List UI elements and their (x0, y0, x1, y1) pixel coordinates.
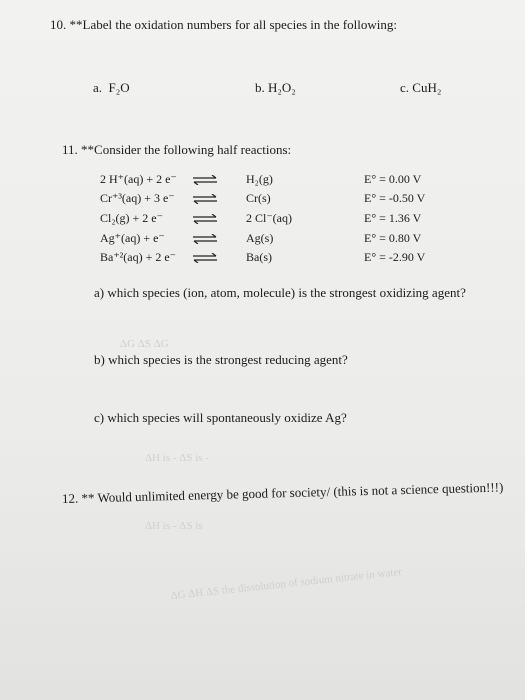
reaction-right: H₂(g) (246, 172, 273, 186)
formula: CuH₂ (412, 80, 442, 95)
part-text: which species (ion, atom, molecule) is the strongest oxidizing agent? (107, 285, 466, 300)
question-10 (50, 17, 397, 33)
equilibrium-arrow-icon (192, 253, 218, 263)
reaction-right: 2 Cl⁻(aq) (246, 211, 292, 225)
part-text: which species will spontaneously oxidize Ag? (107, 410, 347, 425)
reduction-potential: E° = 1.36 V (364, 211, 422, 225)
reduction-potential: E° = -2.90 V (364, 250, 426, 264)
bleed-through-text: ΔG ΔS ΔG (120, 338, 169, 350)
bleed-through-text: ΔH is - ΔS is (145, 520, 203, 532)
formula: H₂O₂ (268, 80, 296, 95)
q10-item-b: b. H₂O₂ (255, 80, 296, 95)
reduction-potential: E° = 0.00 V (364, 172, 422, 186)
reaction-left: Cl₂(g) + 2 e⁻ (100, 211, 163, 225)
equilibrium-arrow-icon (192, 175, 218, 185)
reaction-left: Ba⁺²(aq) + 2 e⁻ (100, 250, 177, 264)
part-text: which species is the strongest reducing agent? (108, 352, 348, 367)
question-12 (62, 479, 504, 507)
question-number: 11. (62, 142, 78, 157)
q11-part-a: a) which species (ion, atom, molecule) is the strongest oxidizing agent? (94, 285, 466, 300)
reaction-left: Cr⁺³(aq) + 3 e⁻ (100, 191, 175, 205)
bleed-through-text: ΔG ΔH ΔS the dissolution of sodium nitrate in water (170, 565, 403, 603)
equilibrium-arrow-icon (192, 214, 218, 224)
reaction-right: Cr(s) (246, 191, 271, 205)
question-number: 10. (50, 17, 67, 32)
reaction-left: 2 H⁺(aq) + 2 e⁻ (100, 172, 177, 186)
bleed-through-text: ΔH is - ΔS is - (145, 452, 209, 464)
reaction-right: Ba(s) (246, 250, 272, 264)
equilibrium-arrow-icon (192, 234, 218, 244)
reduction-potential: E° = -0.50 V (364, 191, 426, 205)
formula: F₂O (108, 80, 130, 95)
question-text: ** Would unlimited energy be good for society/ (this is not a science question!!!) (81, 479, 504, 506)
q10-item-c: c. CuH₂ (400, 80, 442, 95)
reaction-left: Ag⁺(aq) + e⁻ (100, 231, 165, 245)
question-11 (62, 142, 291, 158)
question-text: **Label the oxidation numbers for all species in the following: (69, 17, 397, 32)
q11-part-b: b) which species is the strongest reducing agent? (94, 352, 348, 367)
question-number: 12. (61, 490, 79, 506)
question-text: **Consider the following half reactions: (81, 142, 292, 157)
q10-item-a: a. F₂O (93, 80, 130, 95)
reaction-right: Ag(s) (246, 231, 274, 245)
equilibrium-arrow-icon (192, 194, 218, 204)
q11-part-c: c) which species will spontaneously oxidize Ag? (94, 410, 347, 425)
reduction-potential: E° = 0.80 V (364, 231, 422, 245)
